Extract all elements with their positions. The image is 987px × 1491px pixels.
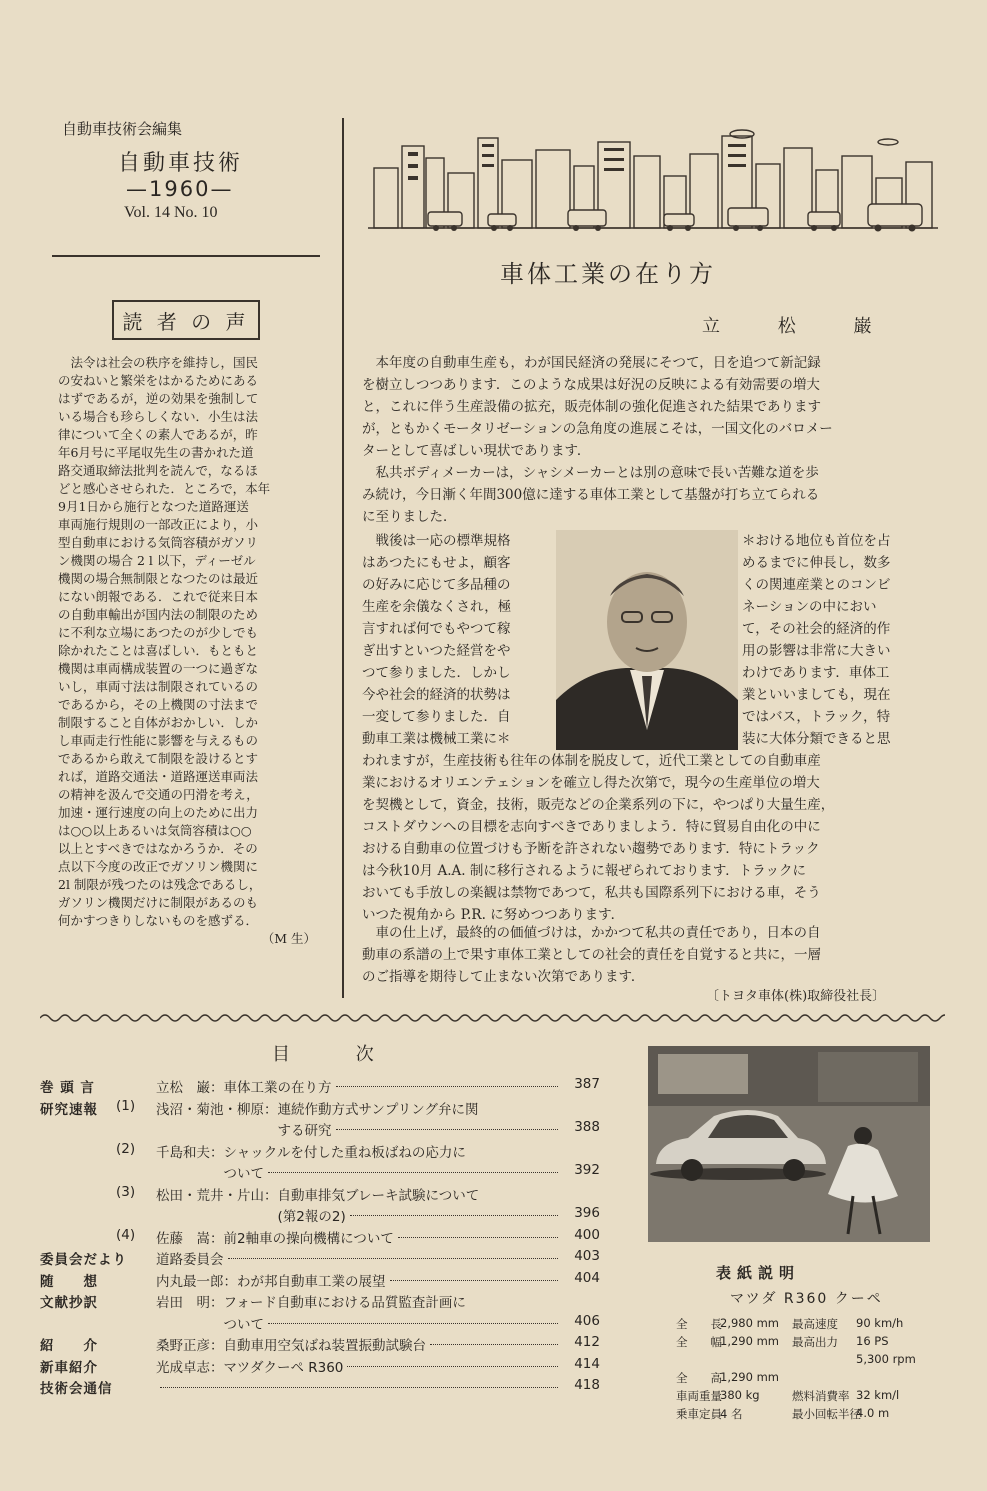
toc-leader-dots	[350, 1205, 558, 1216]
toc-entry: 千島和夫：シャックルを付した重ね板ばねの応力に	[156, 1144, 466, 1161]
article-line: のご指導を期待して止まない次第であります．	[362, 969, 645, 985]
letter-line: 以上とすべきではなかろうか．その	[58, 841, 258, 856]
article-line: おける自動車の位置づけも予断を許されない趨勢であります．特にトラック	[362, 841, 820, 857]
toc-row	[40, 1270, 600, 1292]
cover-spec-value: 16 PS	[856, 1334, 889, 1348]
article-line: おいても手放しの楽観は禁物であつて，私共も国際系列下における車，そう	[362, 885, 821, 901]
letter-line: れば，道路交通法・道路運送車両法	[58, 769, 259, 784]
article-paragraph-2	[362, 462, 934, 528]
toc-section: 委員会だより	[40, 1252, 127, 1268]
cover-car-model: マツダ R360 クーペ	[730, 1291, 883, 1307]
cover-spec-label: 乗車定員	[676, 1407, 722, 1421]
toc-row	[40, 1205, 600, 1227]
letter-line: 2l 制限が残つたのは残念であるし，	[58, 877, 262, 892]
letter-line: は○○以上あるいは気筒容積は○○	[58, 823, 252, 838]
article-line: めるまでに伸長し，数多	[742, 555, 891, 571]
toc-number: (1)	[116, 1097, 136, 1114]
toc-page: 403	[574, 1248, 600, 1264]
article-line: 今や社会的経済的状勢は	[362, 687, 511, 703]
cover-description-heading: 表紙説明	[716, 1264, 801, 1282]
letter-line: 9月1日から施行となつた道路運送	[58, 499, 249, 514]
article-line: 一変して参りました．自	[362, 709, 511, 725]
article-line: 私共ボディメーカーは，シャシメーカーとは別の意味で長い苦難な道を歩	[362, 465, 819, 481]
article-line: ネーションの中におい	[742, 599, 877, 615]
letter-line: 何かすつきりしないものを感ずる．	[58, 913, 259, 928]
toc-number: (2)	[116, 1140, 136, 1157]
article-line: 用の影響は非常に大きい	[742, 643, 891, 659]
masthead-editor: 自動車技術会編集	[62, 120, 183, 138]
article-title: 車体工業の在り方	[500, 260, 716, 288]
article-line: 装に大体分類できると思	[742, 731, 891, 747]
toc-row	[40, 1184, 600, 1206]
letter-line: の自動車輸出が国内法の制限のため	[58, 607, 259, 622]
toc-section: 研究速報	[40, 1101, 98, 1118]
cover-spec-value: 1,290 mm	[720, 1334, 779, 1348]
article-paragraph-1	[362, 352, 934, 462]
toc-entry: ついて	[156, 1316, 264, 1333]
letter-line: 路交通取締法批判を読んで，なるほ	[58, 463, 258, 478]
toc-entry: する研究	[156, 1123, 332, 1139]
cover-spec-label: 燃料消費率	[792, 1389, 850, 1403]
toc-entry: 松田・荒井・片山：自動車排気ブレーキ試験について	[156, 1187, 480, 1204]
letter-line: ガソリン機関だけに制限があるのも	[58, 895, 259, 910]
toc-leader-dots	[228, 1248, 558, 1259]
toc-row	[40, 1377, 600, 1399]
article-line: て，その社会的経済的作	[742, 621, 891, 637]
cover-car-photo	[648, 1046, 930, 1242]
article-line: 言すれば何でもやつて稼	[362, 621, 511, 637]
article-line: わけであります．車体工	[742, 665, 890, 681]
toc-entry: 浅沼・菊池・柳原：連続作動方式サンプリング弁に関	[156, 1101, 479, 1118]
cover-spec-value: 1,290 mm	[720, 1370, 779, 1384]
cover-spec-value: 2,980 mm	[720, 1316, 779, 1330]
letter-line: 法令は社会の秩序を維持し，国民	[58, 355, 259, 370]
cover-spec-label: 最高速度	[792, 1317, 838, 1331]
cover-spec-value: 90 km/h	[856, 1316, 904, 1330]
article-line: 戦後は一応の標準規格	[362, 533, 511, 549]
letter-line: であるから，その上機関の寸法まで	[58, 697, 259, 712]
article-paragraph-3	[362, 750, 934, 926]
cover-spec-label: 最高出力	[792, 1335, 838, 1349]
article-paragraph-4	[362, 922, 934, 988]
article-line: ターとして喜ばしい現状であります．	[362, 443, 591, 459]
article-line: を樹立しつつあります．このような成果は好況の反映による有効需要の増大	[362, 377, 820, 393]
toc-page: 418	[574, 1377, 600, 1393]
toc-row	[40, 1119, 600, 1141]
article-author-credit: 〔トヨタ車体(株)取締役社長〕	[706, 989, 886, 1004]
cover-spec-label: 全 長	[676, 1317, 722, 1331]
readers-voice-heading: 読 者 の 声	[112, 300, 260, 340]
toc-leader-dots	[347, 1356, 558, 1367]
wavy-divider	[40, 1012, 945, 1024]
toc-page: 404	[574, 1269, 600, 1286]
article-line: 車の仕上げ，最終的の価値づけは，かかつて私共の責任であり，日本の自	[362, 925, 821, 941]
masthead-volume: Vol. 14 No. 10	[124, 204, 218, 221]
toc-entry: 桑野正彦：自動車用空気ばね装置振動試験台	[156, 1338, 426, 1354]
letter-line: 加速・運行速度の向上のために出力	[58, 805, 259, 820]
article-line: に至りました．	[362, 509, 457, 525]
article-line: われますが，生産技術も往年の体制を脱皮して，近代工業としての自動車産	[362, 753, 821, 769]
article-line: ぎ出すといつた経営をや	[362, 643, 511, 659]
masthead-title: 自動車技術	[118, 151, 244, 176]
cover-spec-label: 全 幅	[676, 1335, 722, 1349]
toc-page: 387	[574, 1076, 600, 1092]
article-left-column	[362, 530, 552, 750]
toc-page: 414	[574, 1355, 600, 1372]
article-line: 動車の系譜の上で果す車体工業としての社会的責任を自覚すると共に，一層	[362, 947, 821, 963]
article-right-column	[742, 530, 942, 750]
letter-line: 律について全くの素人であるが，昨	[58, 427, 258, 442]
toc-row	[40, 1098, 600, 1120]
toc-page: 396	[574, 1205, 600, 1221]
toc-leader-dots	[268, 1313, 558, 1324]
letter-signature: （M 生）	[261, 931, 316, 946]
letter-line: 点以下今度の改正でガソリン機関に	[58, 859, 259, 874]
toc-row	[40, 1227, 600, 1249]
toc-heading: 目 次	[272, 1044, 404, 1065]
article-line: ＊おける地位も首位を占	[742, 533, 891, 549]
letter-line: に不利な立場にあつたのが少しでも	[58, 625, 259, 640]
letter-line: 機関は車両構成装置の一つに過ぎな	[58, 661, 259, 676]
toc-entry: 光成卓志：マツダクーペ R360	[156, 1359, 344, 1376]
letter-line: 除かれたことは喜ばしい．もともと	[58, 643, 259, 658]
toc-leader-dots	[390, 1270, 558, 1281]
toc-leader-dots	[336, 1119, 558, 1130]
cover-spec-value: 4.0 m	[856, 1406, 890, 1420]
article-line: 本年度の自動車生産も，わが国民経済の発展にそつて，日を追つて新記録	[362, 355, 821, 371]
toc-page: 406	[574, 1312, 600, 1329]
toc-section: 随 想	[40, 1273, 98, 1290]
letter-line: の精神を汲んで交通の円滑を考え，	[58, 787, 259, 802]
cover-spec-label: 最小回転半径	[792, 1407, 861, 1421]
toc-entry: 佐藤 嵩：前2軸車の操向機構について	[156, 1230, 394, 1247]
toc-section: 紹 介	[40, 1338, 98, 1354]
article-line: を契機として，資金，技術，販売などの企業系列の下に，やつぱり大量生産，	[362, 797, 835, 813]
toc-entry: (第2報の2)	[156, 1209, 346, 1225]
cover-spec-value: 5,300 rpm	[856, 1352, 916, 1366]
letter-line: 年6月号に平尾収先生の書かれた道	[58, 445, 254, 460]
toc-leader-dots	[336, 1076, 558, 1087]
letter-line: にない朗報である．これで従来日本	[58, 589, 259, 604]
article-line: み続け，今日漸く年間300億に達する車体工業として基盤が打ち立てられる	[362, 487, 820, 503]
toc-row	[40, 1162, 600, 1184]
toc-leader-dots	[268, 1162, 558, 1173]
toc-row	[40, 1141, 600, 1163]
article-author: 立 松 巌	[702, 316, 898, 337]
letter-line: 型自動車における気筒容積がガソリ	[58, 535, 259, 550]
article-line: 動車工業は機械工業に＊	[362, 731, 511, 747]
toc-section: 文献抄訳	[40, 1295, 98, 1311]
article-line: が，ともかくモータリゼーションの急角度の進展こそは，一国文化のバロメー	[362, 421, 833, 437]
toc-row	[40, 1076, 600, 1098]
article-line: いつた視角から P.R. に努めつつあります．	[362, 907, 625, 923]
toc-row	[40, 1334, 600, 1356]
city-skyline-illustration	[368, 128, 938, 240]
toc-entry: 内丸最一郎：わが邦自動車工業の展望	[156, 1273, 386, 1290]
toc-section: 技術会通信	[40, 1381, 113, 1397]
article-line: の好みに応じて多品種の	[362, 577, 511, 593]
toc-leader-dots	[430, 1334, 558, 1345]
letter-line: いし，車両寸法は制限されているの	[58, 679, 259, 694]
article-line: 業におけるオリエンテェションを確立し得た次第で，現今の生産単位の増大	[362, 775, 820, 791]
toc-page: 412	[574, 1334, 600, 1350]
toc-row	[40, 1313, 600, 1335]
toc-leader-dots	[398, 1227, 558, 1238]
toc-row	[40, 1291, 600, 1313]
toc-row	[40, 1248, 600, 1270]
letter-line: どと感心させられた．ところで，本年	[58, 481, 271, 496]
letter-line: 制限すること自体がおかしい．しか	[58, 715, 259, 730]
author-portrait-photo	[556, 530, 738, 750]
masthead-divider	[52, 255, 320, 257]
article-line: コストダウンへの目標を志向すべきでありましよう．特に貿易自由化の中に	[362, 819, 821, 835]
toc-entry: ついて	[156, 1166, 264, 1182]
letter-line: の安ねいと繁栄をはかるためにある	[58, 373, 259, 388]
cover-spec-label: 車両重量	[676, 1389, 722, 1403]
letter-line: 機関の場合無制限となつたのは最近	[58, 571, 259, 586]
cover-spec-label: 全 高	[676, 1371, 722, 1385]
letter-line: し車両走行性能に影響を与えるもの	[58, 733, 259, 748]
cover-spec-value: 4 名	[720, 1407, 743, 1421]
letter-line: 車両施行規則の一部改正により，小	[58, 517, 259, 532]
article-line: くの関連産業とのコンビ	[742, 577, 891, 593]
cover-spec-value: 380 kg	[720, 1388, 760, 1402]
article-line: 生産を余儀なくされ，極	[362, 599, 512, 615]
letter-line: であるから敢えて制限を設けるとす	[58, 751, 259, 766]
masthead-year: —1960—	[126, 177, 234, 201]
toc-page: 400	[574, 1226, 600, 1243]
article-line: 業といいましても，現在	[742, 687, 891, 703]
article-line: ではバス，トラック，特	[742, 709, 891, 725]
toc-entry: 立松 巌：車体工業の在り方	[156, 1080, 332, 1096]
toc-entry: 岩田 明：フォード自動車における品質監査計画に	[156, 1295, 466, 1311]
letter-line: いる場合も珍らしくない．小生は法	[58, 409, 259, 424]
toc-number: (3)	[116, 1183, 136, 1200]
toc-section: 新車紹介	[40, 1359, 98, 1376]
readers-voice-body	[58, 354, 320, 948]
letter-line: ン機関の場合 2 l 以下，ディーゼル	[58, 553, 256, 568]
toc-leader-dots	[160, 1377, 558, 1388]
cover-spec-value: 32 km/l	[856, 1388, 900, 1402]
toc-entry: 道路委員会	[156, 1252, 224, 1268]
article-line: はあつたにもせよ，顧客	[362, 555, 511, 571]
column-divider	[342, 118, 344, 998]
toc-section: 巻 頭 言	[40, 1080, 95, 1096]
article-line: つて参りました．しかし	[362, 665, 511, 681]
toc-page: 388	[574, 1119, 600, 1135]
toc-number: (4)	[116, 1226, 136, 1243]
article-line: と，これに伴う生産設備の拡充，販売体制の強化促進された結果であります	[362, 399, 821, 415]
toc-row	[40, 1356, 600, 1378]
letter-line: はずであるが，逆の効果を強制して	[58, 391, 259, 406]
article-line: は今秋10月 A.A. 制に移行されるように報ぜられております．トラックに	[362, 863, 806, 879]
toc-page: 392	[574, 1162, 600, 1178]
